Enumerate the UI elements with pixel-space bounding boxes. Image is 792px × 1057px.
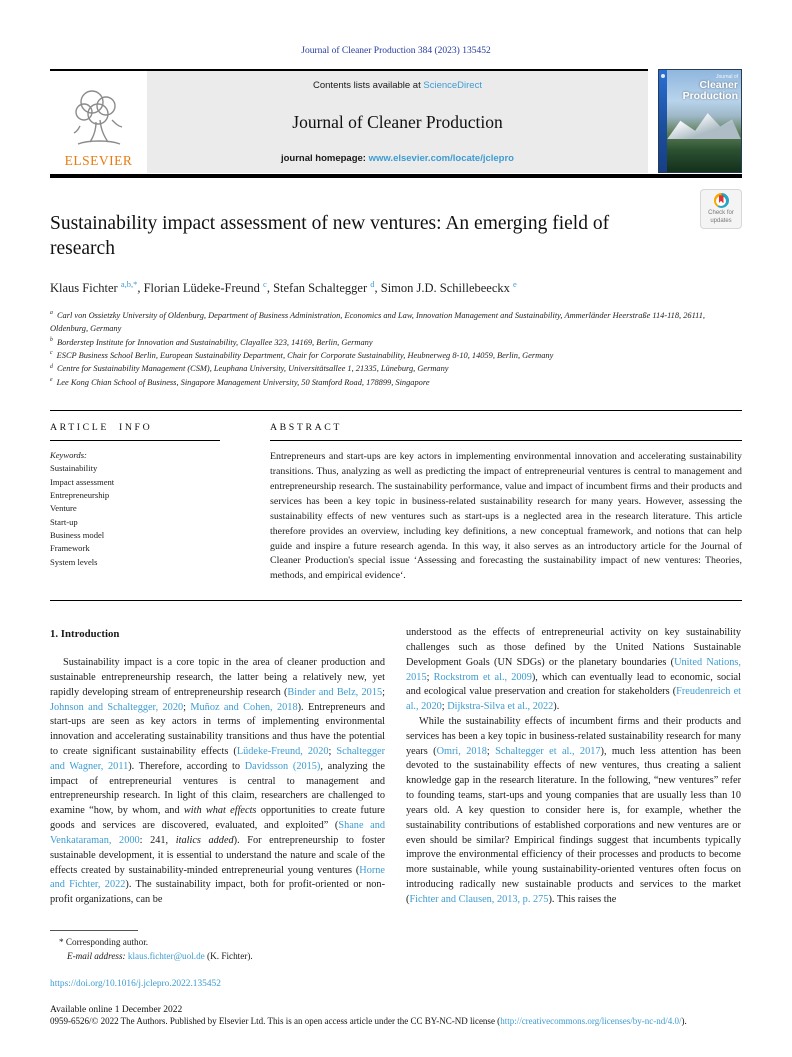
cover-title-line1: Cleaner bbox=[699, 79, 738, 91]
inline-link[interactable]: Schaltegger and Wagner, 2011 bbox=[50, 746, 386, 772]
footnote-rule bbox=[50, 930, 138, 931]
article-body bbox=[50, 626, 742, 908]
body-right-column bbox=[406, 626, 741, 908]
inline-link[interactable]: Horne and Fichter, 2022 bbox=[50, 864, 385, 891]
corresponding-author-note: * Corresponding author. bbox=[59, 936, 149, 947]
inline-link[interactable]: United Nations, 2015 bbox=[406, 656, 741, 683]
inline-link[interactable]: Fichter and Clausen, 2013, p. 275 bbox=[409, 893, 549, 905]
inline-link[interactable]: www.elsevier.com/locate/jclepro bbox=[368, 153, 514, 164]
masthead-center bbox=[147, 71, 648, 173]
inline-link[interactable]: klaus.fichter@uol.de bbox=[127, 950, 205, 961]
inline-link[interactable]: Dijkstra-Silva et al., 2022 bbox=[447, 701, 554, 713]
cover-title bbox=[669, 74, 738, 102]
inline-link[interactable]: Johnson and Schaltegger, 2020 bbox=[50, 701, 184, 713]
list-item: $^c$ ESCP Business School Berlin, European Sustainability Department, Chair for Corporate Sustainability, Heubnerweg 8-10, 14059, Berlin, Germany bbox=[50, 350, 554, 360]
abstract-panel bbox=[270, 422, 742, 584]
inline-link[interactable]: Lüdeke-Freund, 2020 bbox=[236, 746, 329, 758]
cover-kicker: Journal of bbox=[716, 74, 738, 80]
article-info-abstract-section bbox=[50, 410, 742, 601]
email-line: E-mail address: klaus.fichter@uol.de (K. Fichter). bbox=[67, 950, 253, 961]
inline-link[interactable]: Muñoz and Cohen, 2018 bbox=[190, 701, 298, 713]
masthead-bottom-rule bbox=[50, 174, 742, 178]
list-item: Start-up bbox=[50, 516, 78, 527]
abstract-rule bbox=[270, 440, 742, 441]
cover-mountain-art bbox=[667, 111, 741, 140]
inline-link[interactable]: Schaltegger et al., 2017 bbox=[495, 745, 601, 757]
inline-link[interactable]: Omri, 2018 bbox=[436, 745, 487, 757]
article-info-heading: ARTICLE INFO bbox=[50, 422, 153, 434]
body-left-column bbox=[50, 626, 385, 908]
citation-link[interactable]: e bbox=[513, 278, 517, 289]
keywords-label: Keywords: bbox=[50, 450, 87, 461]
list-item: $^b$ Borderstep Institute for Innovation and Sustainability, Clayallee 323, 14169, Berlin, Germany bbox=[50, 336, 373, 347]
keywords-list bbox=[50, 462, 242, 569]
inline-link[interactable]: Binder and Belz, 2015 bbox=[287, 686, 383, 698]
list-item: Sustainability bbox=[50, 463, 98, 474]
elsevier-logo bbox=[50, 71, 147, 173]
list-item: System levels bbox=[50, 556, 98, 567]
article-info-panel bbox=[50, 422, 242, 584]
check-for-updates-badge[interactable] bbox=[700, 189, 742, 229]
cover-title-line2: Production bbox=[682, 90, 738, 103]
journal-cover-thumbnail[interactable] bbox=[658, 69, 742, 173]
list-item: $^e$ Lee Kong Chian School of Business, Singapore Management University, 50 Stamford Road, 178899, Singapore bbox=[50, 377, 430, 387]
contents-line: Contents lists available at ScienceDirect bbox=[313, 80, 482, 91]
list-item: Business model bbox=[50, 529, 105, 540]
crossmark-icon bbox=[714, 193, 729, 208]
journal-masthead bbox=[50, 69, 742, 173]
article-title: Sustainability impact assessment of new ventures: An emerging field of research bbox=[50, 213, 610, 260]
journal-homepage-line: journal homepage: www.elsevier.com/locate/jclepro bbox=[280, 153, 514, 164]
crossmark-bookmark-icon bbox=[719, 195, 724, 203]
check-for-updates-label: Check for updates bbox=[708, 210, 734, 224]
list-item: While the sustainability effects of incumbent firms and their products and services has been a key topic in business-related sustainability research for many years (Omri, 2018; Schaltegger et al., 2017), much less attention has been devoted to the sustainability effects of new ventures, thus creating a salient knowledge gap in the research literature. In the following, “new ventures” refer to founding teams, start-ups and young companies that are usually less than 10 years old. A key question to consider here is, for example, whether the sustainability contributions of established corporations and new ventures are or even should be similar? Empirical findings suggest that incumbents typically improve the environmental efficiency of their processes and products to become more sustainable, while young sustainability-oriented ventures often focus on introducing radically new sustainable products and services to the market (Fichter and Clausen, 2013, p. 275). This raises the bbox=[406, 716, 742, 905]
citation-link[interactable]: d bbox=[370, 278, 375, 289]
list-item: $^d$ Centre for Sustainability Management (CSM), Leuphana University, Universitätsallee 1, 21335, Lüneburg, Germany bbox=[50, 363, 449, 374]
masthead-gap bbox=[648, 69, 658, 173]
citation-link[interactable]: c bbox=[263, 278, 267, 289]
abstract-heading: ABSTRACT bbox=[270, 422, 342, 434]
list-item: Framework bbox=[50, 543, 90, 554]
list-item: $^a$ Carl von Ossietzky University of Oldenburg, Department of Business Administration, Economics and Law, Innovation Management and Sustainability, Ammerländer Heerstraße 114-118, 26111, Oldenburg, Germany bbox=[50, 309, 706, 334]
body-left-paragraphs bbox=[50, 656, 385, 908]
cover-blue-bar bbox=[659, 70, 667, 172]
inline-link[interactable]: Davidsson (2015) bbox=[244, 760, 321, 772]
doi-link[interactable]: https://doi.org/10.1016/j.jclepro.2022.135452 bbox=[50, 978, 221, 989]
affiliation-list bbox=[50, 309, 742, 390]
list-item: Venture bbox=[50, 503, 77, 514]
citation-link[interactable]: a,b,* bbox=[120, 278, 138, 289]
inline-link[interactable]: Rockstrom et al., 2009 bbox=[433, 671, 532, 683]
elsevier-tree-icon bbox=[68, 86, 130, 152]
inline-link[interactable]: Freudenreich et al., 2020 bbox=[406, 686, 741, 713]
abstract-text: Entrepreneurs and start-ups are key actors in implementing environmental innovation and accelerating sustainability transitions. Thus, analyzing as well as predicting the impact of entrepreneurial ventures is central to management and entrepreneurship research. The sustainability performance, value and impact of incumbent firms and their products and services has been a key topic in business-related sustainability research for many years. However, assessing the sustainability effects of new ventures such as start-ups is a neglected area in the research literature. This article therefore provides an overview, including key definitions, a new conceptual framework, and notions that can help guide and inspire a future research agenda. In this way, it also serves as an introductory article for the Journal of Cleaner Production's special issue ‘Assessing and forecasting the sustainability impact of new ventures: Theories, methods, and empirical evidence‘. bbox=[270, 451, 742, 582]
citation-header: Journal of Cleaner Production 384 (2023) 135452 bbox=[301, 46, 491, 56]
elsevier-wordmark: ELSEVIER bbox=[64, 153, 133, 168]
inline-link[interactable]: Shane and Venkataraman, 2000 bbox=[50, 820, 385, 846]
available-online-line: Available online 1 December 2022 bbox=[50, 1004, 183, 1015]
inline-link[interactable]: http://creativecommons.org/licenses/by-nc-nd/4.0/ bbox=[500, 1015, 682, 1026]
list-item: understood as the effects of entrepreneurial activity on key sustainability challenges such as those defined by the United Nations Sustainable Development Goals (UN SDGs) or the planetary boundaries (United Nations, 2015; Rockstrom et al., 2009), which can eventually lead to economic, social and ecological value preservation and creation for stakeholders (Freudenreich et al., 2020; Dijkstra-Silva et al., 2022). bbox=[406, 627, 741, 713]
inline-link[interactable]: ScienceDirect bbox=[423, 80, 482, 91]
list-item: Sustainability impact is a core topic in the area of cleaner production and sustainable entrepreneurship research, the latter being a relatively new, yet rapidly developing stream of entrepreneurship research (Binder and Belz, 2015; Johnson and Schaltegger, 2020; Muñoz and Cohen, 2018). Entrepreneurs and start-ups are seen as key actors in terms of implementing environmental innovation and accelerating sustainability transitions and thus have the potential to create significant sustainability effects (Lüdeke-Freund, 2020; Schaltegger and Wagner, 2011). Therefore, according to Davidsson (2015), analyzing the impact of entrepreneurial ventures is central to management and entrepreneurship research. In light of this claim, researchers are challenged to examine “how, by whom, and with what effects opportunities to create future goods and services are discovered, evaluated, and exploited” (Shane and Venkataraman, 2000: 241, italics added). For entrepreneurship to foster sustainable development, it is essential to understand the nature and scale of the effects created by sustainability-minded entrepreneurial young ventures (Horne and Fichter, 2022). The sustainability impact, both for profit-oriented or non-profit organizations, can be bbox=[50, 657, 386, 906]
article-info-rule bbox=[50, 440, 220, 441]
list-item: Impact assessment bbox=[50, 476, 115, 487]
author-list: Klaus Fichter $^{a,b,*}$, Florian Lüdeke-Freund $^c$, Stefan Schaltegger $^d$, Simon J.D. Schillebeeckx $^e$ bbox=[50, 278, 517, 295]
journal-title: Journal of Cleaner Production bbox=[292, 111, 503, 132]
copyright-line: 0959-6526/© 2022 The Authors. Published by Elsevier Ltd. This is an open access article under the CC BY-NC-ND license (http://creativecommons.org/licenses/by-nc-nd/4.0/). bbox=[50, 1015, 687, 1026]
list-item: Entrepreneurship bbox=[50, 490, 110, 501]
section-1-heading: 1. Introduction bbox=[50, 628, 120, 641]
footnote-block bbox=[50, 930, 742, 1028]
